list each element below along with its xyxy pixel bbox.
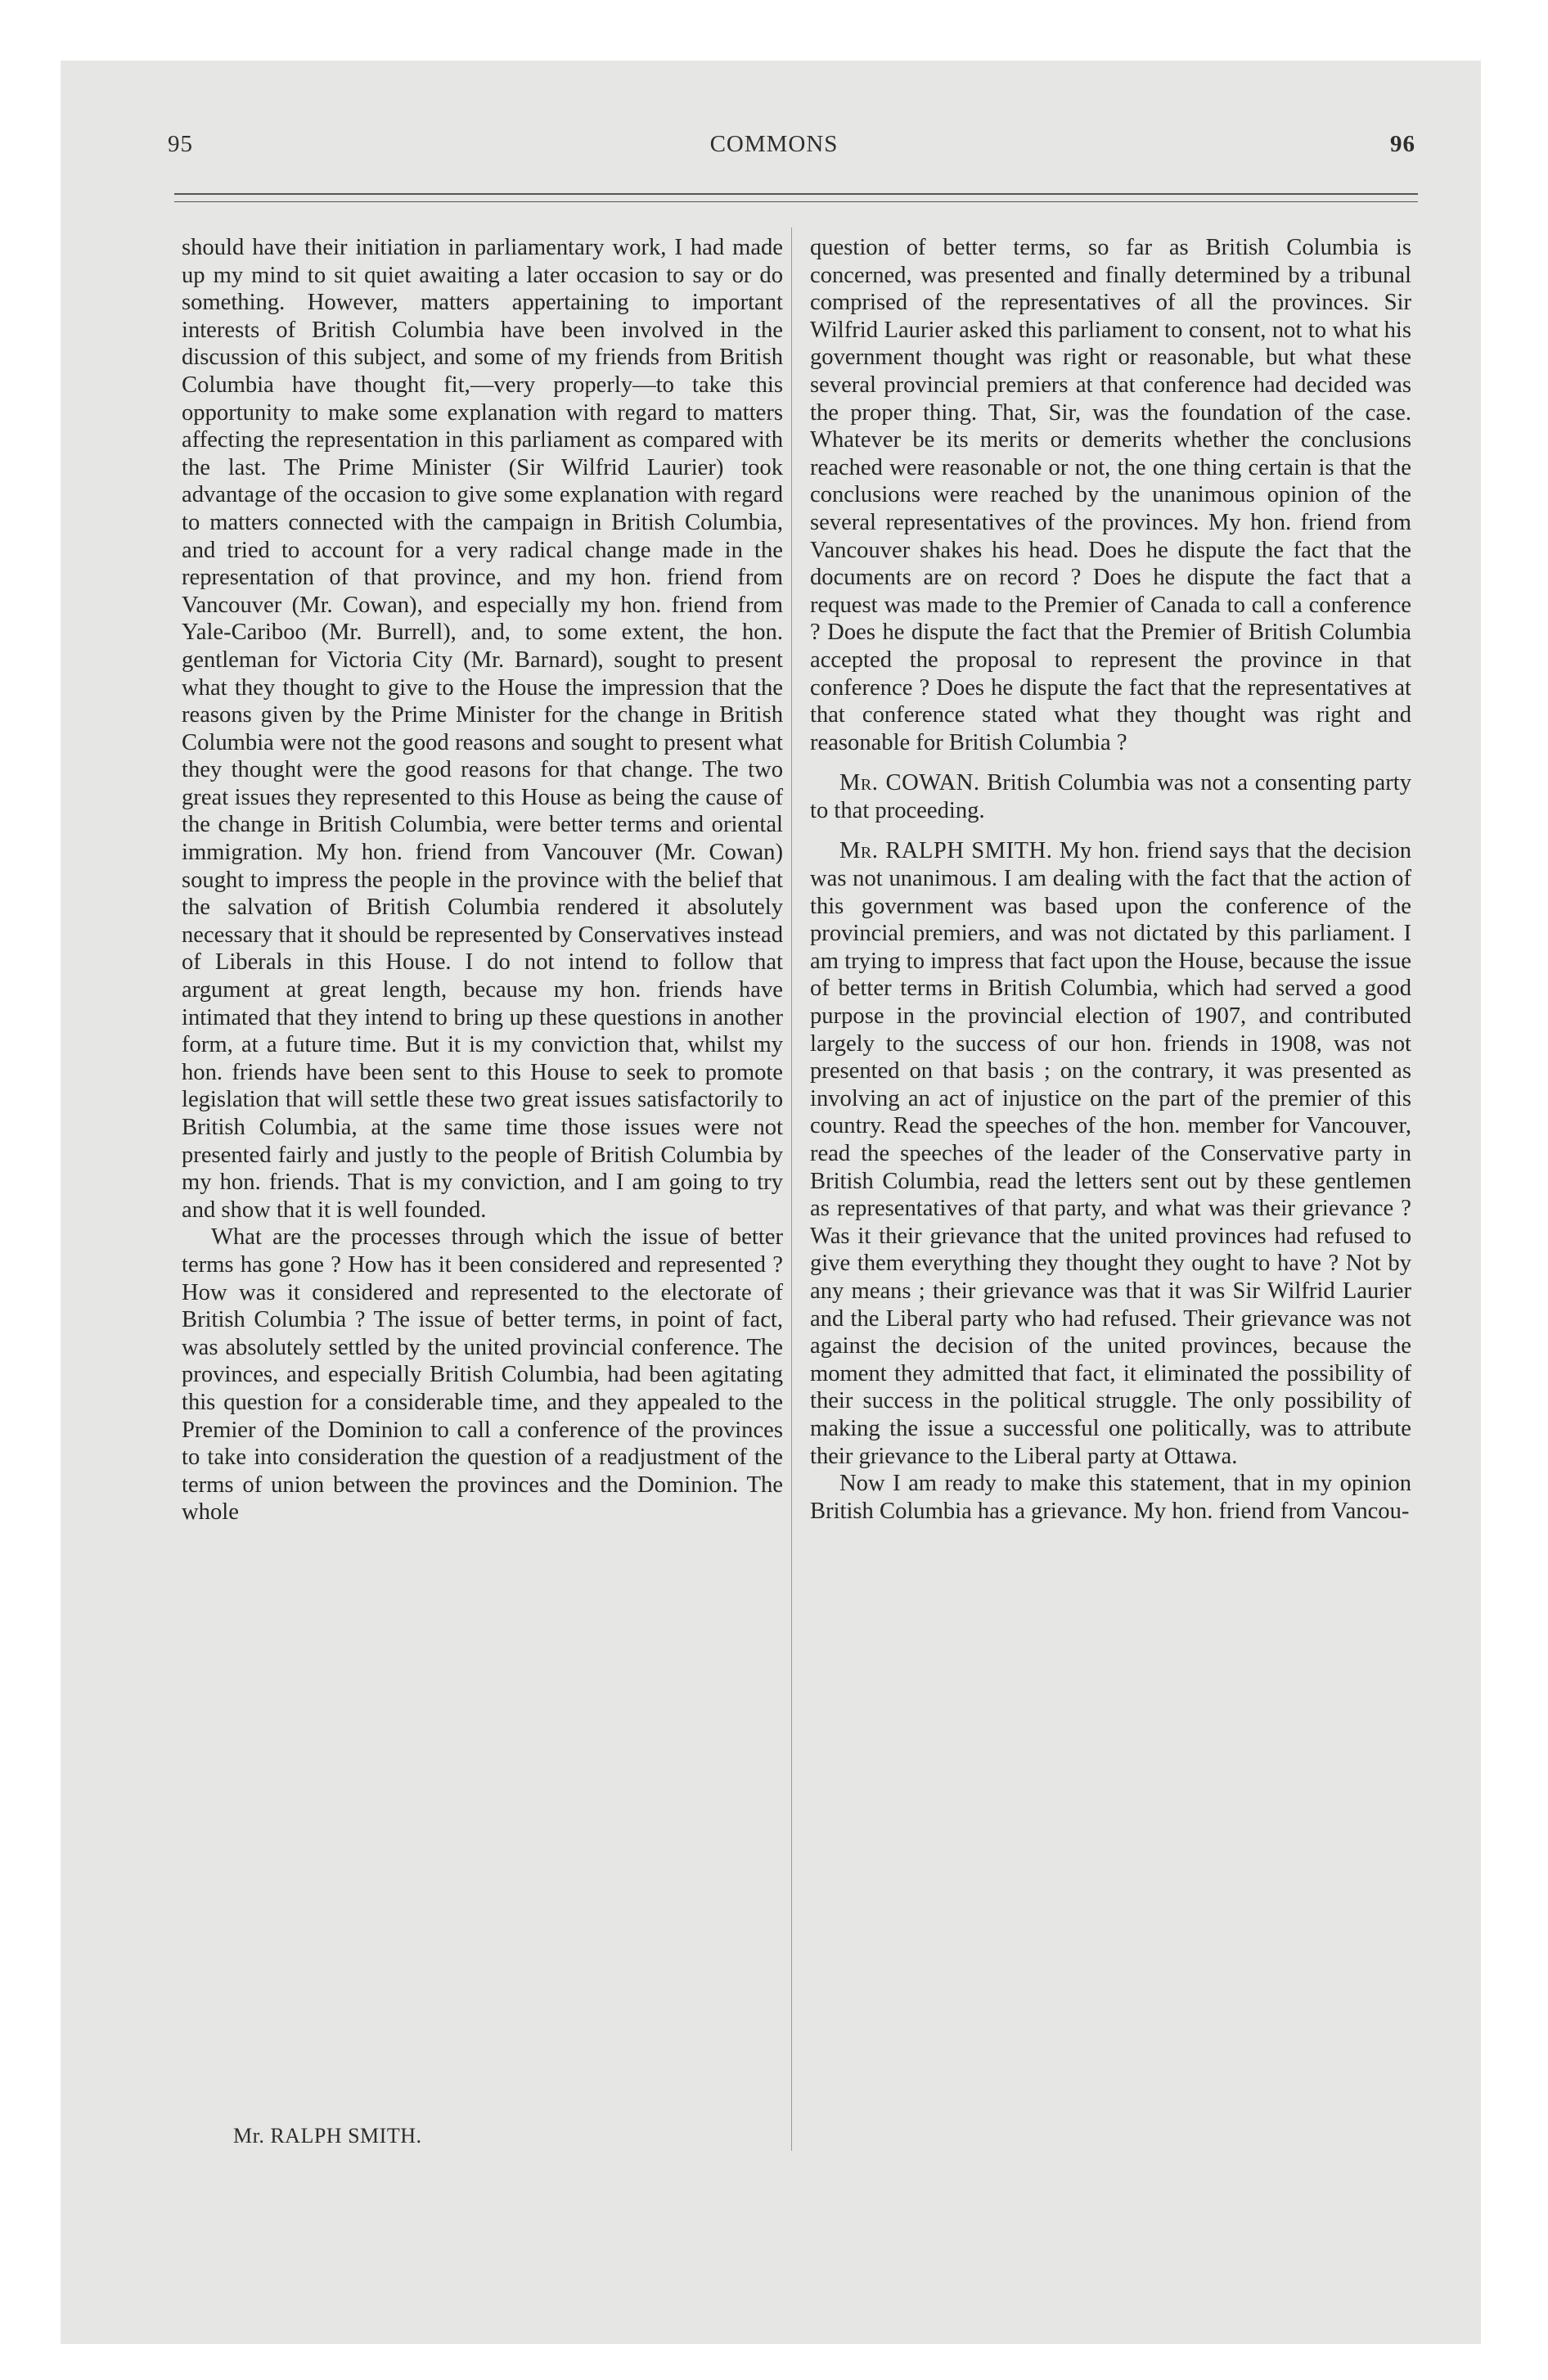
left-column <box>182 234 783 1526</box>
header-rule-bottom <box>174 201 1418 202</box>
left-paragraph-1: should have their initiation in parliamentary work, I had made up my mind to sit quiet awaiting a later occasion to say or do something. However, matters appertaining to important interests of British Columbia have been involved in the discussion of this subject, and some of my friends from British Columbia have thought fit,—very properly—to take this opportunity to make some explanation with regard to matters affecting the representation in this parliament as compared with the last. The Prime Minister (Sir Wilfrid Laurier) took advantage of the occasion to give some explanation with regard to matters connected with the campaign in British Columbia, and tried to account for a very radical change made in the representation of that province, and my hon. friend from Vancouver (Mr. Cowan), and especially my hon. friend from Yale-Cariboo (Mr. Burrell), and, to some extent, the hon. gentleman for Victoria City (Mr. Barnard), sought to present what they thought to give to the House the impression that the reasons given by the Prime Minister for the change in British Columbia were not the good reasons and sought to present what they thought were the good reasons for that change. The two great issues they represented to this House as being the cause of the change in British Columbia, were better terms and oriental immigration. My hon. friend from Vancouver (Mr. Cowan) sought to impress the people in the province with the belief that the salvation of British Columbia rendered it absolutely necessary that it should be represented by Conservatives instead of Liberals in this House. I do not intend to follow that argument at great length, because my hon. friends have intimated that they intend to bring up these questions in another form, at a future time. But it is my conviction that, whilst my hon. friends have been sent to this House to seek to promote legislation that will settle these two great issues satisfactorily to British Columbia, at the same time those issues were not presented fairly and justly to the people of British Columbia by my hon. friends. That is my conviction, and I am going to try and show that it is well founded. <box>182 235 783 1223</box>
speaker-ralph-smith: Mr. RALPH SMITH. <box>839 838 1053 864</box>
speaker-cowan: Mr. COWAN. <box>839 770 980 796</box>
right-paragraph-1: question of better terms, so far as British Columbia is concerned, was presented and finally determined by a tribunal comprised of the representatives of all the provinces. Sir Wilfrid Laurier asked this parliament to consent, not to what his government thought was right or reasonable, but what these several provincial premiers at that conference had decided was the proper thing. That, Sir, was the foundation of the case. Whatever be its merits or demerits whether the conclusions reached were reasonable or not, the one thing certain is that the conclusions were reached by the unanimous opinion of the several representatives of the provinces. My hon. friend from Vancouver shakes his head. Does he dispute the fact that the documents are on record ? Does he dispute the fact that a request was made to the Premier of Canada to call a conference ? Does he dispute the fact that the Premier of British Columbia accepted the proposal to represent the province in that conference ? Does he dispute the fact that the representatives at that conference stated what they thought was right and reasonable for British Columbia ? <box>810 235 1411 755</box>
header-rule-top <box>174 193 1418 195</box>
left-paragraph-2: What are the processes through which the issue of better terms has gone ? How has it been considered and represented ? How was it considered and represented to the electorate of British Columbia ? The issue of better terms, in point of fact, was absolutely settled by the united provincial conference. The provinces, and especially British Columbia, had been agitating this question for a considerable time, and they appealed to the Premier of the Dominion to call a conference of the provinces to take into consideration the question of a readjustment of the terms of union between the provinces and the Dominion. The whole <box>182 1224 783 1526</box>
running-header: COMMONS <box>709 131 839 157</box>
cowan-text: British Columbia was not a consenting party to that proceeding. <box>810 770 1411 823</box>
closing-paragraph: Now I am ready to make this statement, that in my opinion British Columbia has a grievance. My hon. friend from Vancou- <box>810 1471 1411 1524</box>
right-page-number: 96 <box>1390 131 1415 157</box>
smith-remark <box>810 837 1411 1470</box>
cowan-remark <box>810 769 1411 824</box>
smith-text: My hon. friend says that the decision was not unanimous. I am dealing with the fact that the action of this government was based upon the conference of the provincial premiers, and was not dictated by this parliament. I am trying to impress that fact upon the House, because the issue of better terms in British Columbia, which had served a good purpose in the provincial election of 1907, and contributed largely to the success of our hon. friends in 1908, was not presented on that basis ; on the contrary, it was presented as involving an act of injustice on the part of the premier of this country. Read the speeches of the hon. member for Vancouver, read the speeches of the leader of the Conservative party in British Columbia, read the letters sent out by these gentlemen as representatives of that party, and what was their grievance ? Was it their grievance that the united provinces had refused to give them everything they thought they ought to have ? Not by any means ; their grievance was that it was Sir Wilfrid Laurier and the Liberal party who had refused. Their grievance was not against the decision of the united provinces, because the moment they admitted that fact, it eliminated the possibility of their success in the political struggle. The only possibility of making the issue a successful one politically, was to attribute their grievance to the Liberal party at Ottawa. <box>810 838 1412 1469</box>
left-page-number: 95 <box>168 131 193 157</box>
right-column <box>810 234 1411 1525</box>
column-divider <box>791 228 792 2151</box>
footer-speaker-name: Mr. RALPH SMITH. <box>233 2124 422 2148</box>
